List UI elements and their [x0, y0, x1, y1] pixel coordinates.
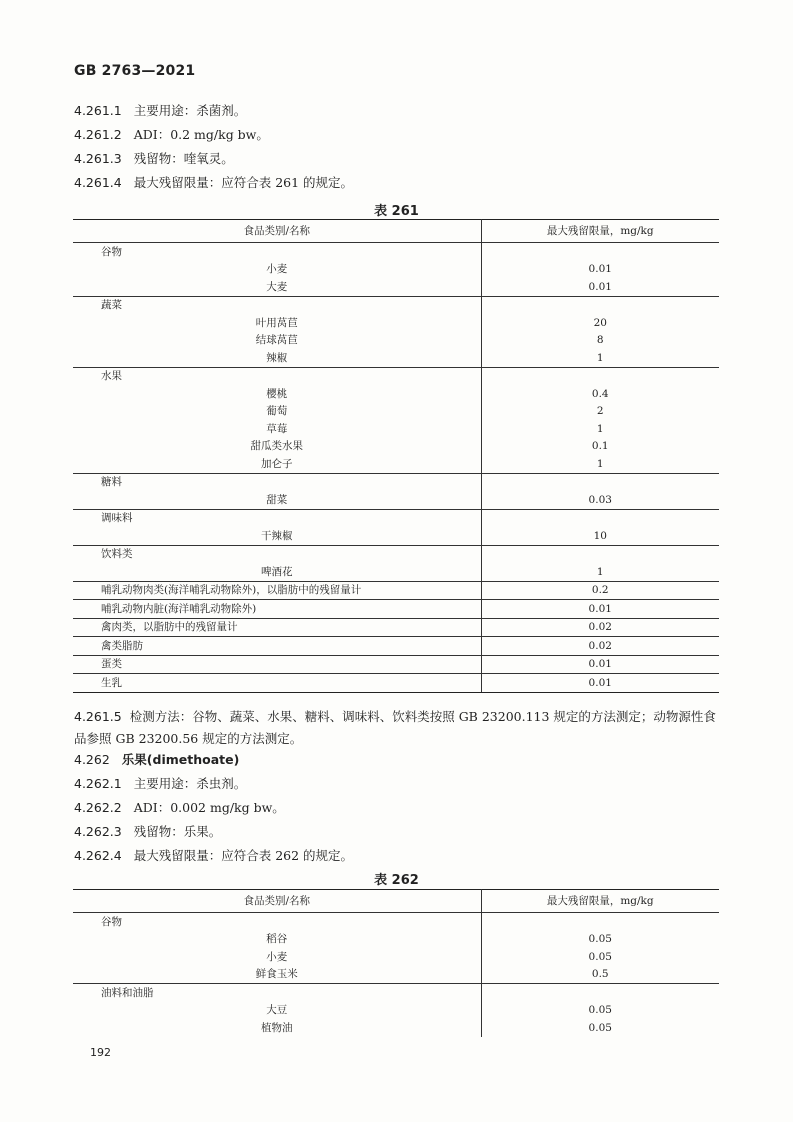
- table-row: [73, 455, 719, 473]
- mrl-value: 0.05: [588, 933, 612, 946]
- table-row: [73, 581, 719, 600]
- clause-text: 主要用途：杀虫剂。: [133, 776, 247, 791]
- table-row: [73, 473, 719, 491]
- section-4-262-heading: [74, 752, 239, 768]
- clause-number: 4.262.3: [74, 824, 122, 839]
- mrl-value: [481, 509, 719, 527]
- clause-text: 残留物：喹氧灵。: [133, 151, 234, 166]
- section-number: 4.262: [74, 752, 110, 767]
- clause-number: 4.261.1: [74, 103, 122, 118]
- clause-text: ADI：0.002 mg/kg bw。: [133, 800, 285, 815]
- table-row: [73, 527, 719, 545]
- food-category: 油料和油脂: [73, 984, 481, 1002]
- food-name: 结球莴苣: [73, 332, 481, 350]
- table-261: [73, 219, 719, 693]
- mrl-value: [481, 545, 719, 563]
- clause-4-261-1: [74, 103, 246, 119]
- table-row: [73, 314, 719, 332]
- mrl-value: [481, 913, 719, 931]
- mrl-value: 0.2: [481, 581, 719, 600]
- table-261-caption: 表 261: [374, 204, 419, 219]
- clause-4-261-5: [74, 706, 724, 750]
- table-row: [73, 420, 719, 438]
- table-row: [73, 296, 719, 314]
- mrl-value: 1: [596, 422, 604, 435]
- mrl-value: 0.05: [588, 950, 612, 963]
- mrl-value: 1: [596, 351, 604, 364]
- table-row: [73, 385, 719, 403]
- food-name: 干辣椒: [73, 527, 481, 545]
- mrl-value: 0.05: [588, 1004, 612, 1017]
- table-262-caption: 表 262: [374, 873, 419, 888]
- section-title: 乐果(dimethoate): [121, 752, 240, 767]
- standard-code: GB 2763—2021: [74, 63, 196, 79]
- mrl-value: 0.01: [588, 263, 612, 276]
- mrl-value: [481, 243, 719, 261]
- clause-number: 4.262.2: [74, 800, 122, 815]
- table-row: [73, 1002, 719, 1020]
- food-name: 樱桃: [73, 385, 481, 403]
- mrl-value: 8: [596, 334, 604, 347]
- food-name: 哺乳动物肉类(海洋哺乳动物除外)，以脂肪中的残留量计: [73, 581, 481, 600]
- table-row: [73, 563, 719, 581]
- mrl-value: 10: [593, 529, 607, 542]
- page-number: 192: [90, 1046, 111, 1059]
- mrl-value: [481, 296, 719, 314]
- clause-4-262-2: [74, 800, 285, 816]
- mrl-value: 0.03: [588, 493, 612, 506]
- table-262: [73, 889, 719, 1037]
- mrl-value: [481, 473, 719, 491]
- mrl-value: 1: [596, 565, 604, 578]
- food-name: 蛋类: [73, 655, 481, 674]
- mrl-value: 0.01: [481, 655, 719, 674]
- food-category: 糖料: [73, 473, 481, 491]
- table-row: [73, 1019, 719, 1037]
- mrl-value: [481, 984, 719, 1002]
- table-row: [73, 984, 719, 1002]
- clause-number: 4.262.1: [74, 776, 122, 791]
- column-header-mrl: 最大残留限量，mg/kg: [481, 220, 719, 243]
- food-name: 鲜食玉米: [73, 966, 481, 984]
- food-category: 饮料类: [73, 545, 481, 563]
- table-row: [73, 403, 719, 421]
- food-name: 甜瓜类水果: [73, 438, 481, 456]
- mrl-value: 0.4: [591, 387, 609, 400]
- food-name: 辣椒: [73, 349, 481, 367]
- table-row: [73, 243, 719, 261]
- food-name: 禽肉类，以脂肪中的残留量计: [73, 618, 481, 637]
- clause-text: 最大残留限量：应符合表 261 的规定。: [133, 175, 354, 190]
- food-name: 小麦: [73, 261, 481, 279]
- clause-4-261-3: [74, 151, 234, 167]
- column-header-food: 食品类别/名称: [73, 220, 481, 243]
- food-name: 稻谷: [73, 931, 481, 949]
- clause-4-262-3: [74, 824, 221, 840]
- table-row: [73, 545, 719, 563]
- table-row: [73, 367, 719, 385]
- food-name: 加仑子: [73, 455, 481, 473]
- food-category: 谷物: [73, 243, 481, 261]
- food-name: 植物油: [73, 1019, 481, 1037]
- food-name: 哺乳动物内脏(海洋哺乳动物除外): [73, 600, 481, 619]
- table-row: [73, 948, 719, 966]
- mrl-value: 0.01: [588, 280, 612, 293]
- mrl-value: 2: [596, 405, 604, 418]
- clause-number: 4.261.2: [74, 127, 122, 142]
- clause-4-262-1: [74, 776, 246, 792]
- mrl-value: 0.02: [481, 618, 719, 637]
- food-category: 调味料: [73, 509, 481, 527]
- clause-number: 4.261.4: [74, 175, 122, 190]
- clause-4-261-2: [74, 127, 269, 143]
- clause-4-261-4: [74, 175, 353, 191]
- table-row: [73, 618, 719, 637]
- mrl-value: 0.01: [481, 674, 719, 693]
- clause-number: 4.261.5: [74, 709, 122, 724]
- food-name: 草莓: [73, 420, 481, 438]
- table-row: [73, 966, 719, 984]
- column-header-mrl: 最大残留限量，mg/kg: [481, 890, 719, 913]
- table-row: [73, 509, 719, 527]
- table-row: [73, 349, 719, 367]
- column-header-food: 食品类别/名称: [73, 890, 481, 913]
- clause-text: 最大残留限量：应符合表 262 的规定。: [133, 848, 354, 863]
- mrl-value: 1: [596, 457, 604, 470]
- table-row: [73, 655, 719, 674]
- food-name: 叶用莴苣: [73, 314, 481, 332]
- food-name: 大豆: [73, 1002, 481, 1020]
- table-row: [73, 261, 719, 279]
- table-row: [73, 913, 719, 931]
- mrl-value: 0.05: [588, 1021, 612, 1034]
- table-row: [73, 278, 719, 296]
- table-row: [73, 332, 719, 350]
- table-row: [73, 491, 719, 509]
- clause-text: 检测方法：谷物、蔬菜、水果、糖料、调味料、饮料类按照 GB 23200.113 规定的方法测定；动物源性食品参照 GB 23200.56 规定的方法测定。: [74, 709, 716, 746]
- table-row: [73, 931, 719, 949]
- mrl-value: [481, 367, 719, 385]
- clause-text: 主要用途：杀菌剂。: [133, 103, 247, 118]
- food-category: 水果: [73, 367, 481, 385]
- mrl-value: 0.5: [591, 968, 609, 981]
- clause-text: ADI：0.2 mg/kg bw。: [133, 127, 269, 142]
- mrl-value: 0.02: [481, 637, 719, 656]
- table-row: [73, 637, 719, 656]
- clause-4-262-4: [74, 848, 353, 864]
- food-name: 甜菜: [73, 491, 481, 509]
- food-name: 生乳: [73, 674, 481, 693]
- clause-text: 残留物：乐果。: [133, 824, 222, 839]
- food-category: 蔬菜: [73, 296, 481, 314]
- table-row: [73, 674, 719, 693]
- food-name: 啤酒花: [73, 563, 481, 581]
- table-row: [73, 438, 719, 456]
- clause-number: 4.262.4: [74, 848, 122, 863]
- food-name: 禽类脂肪: [73, 637, 481, 656]
- food-name: 大麦: [73, 278, 481, 296]
- mrl-value: 0.01: [481, 600, 719, 619]
- food-category: 谷物: [73, 913, 481, 931]
- table-row: [73, 600, 719, 619]
- food-name: 小麦: [73, 948, 481, 966]
- mrl-value: 20: [593, 316, 607, 329]
- clause-number: 4.261.3: [74, 151, 122, 166]
- food-name: 葡萄: [73, 403, 481, 421]
- mrl-value: 0.1: [591, 440, 609, 453]
